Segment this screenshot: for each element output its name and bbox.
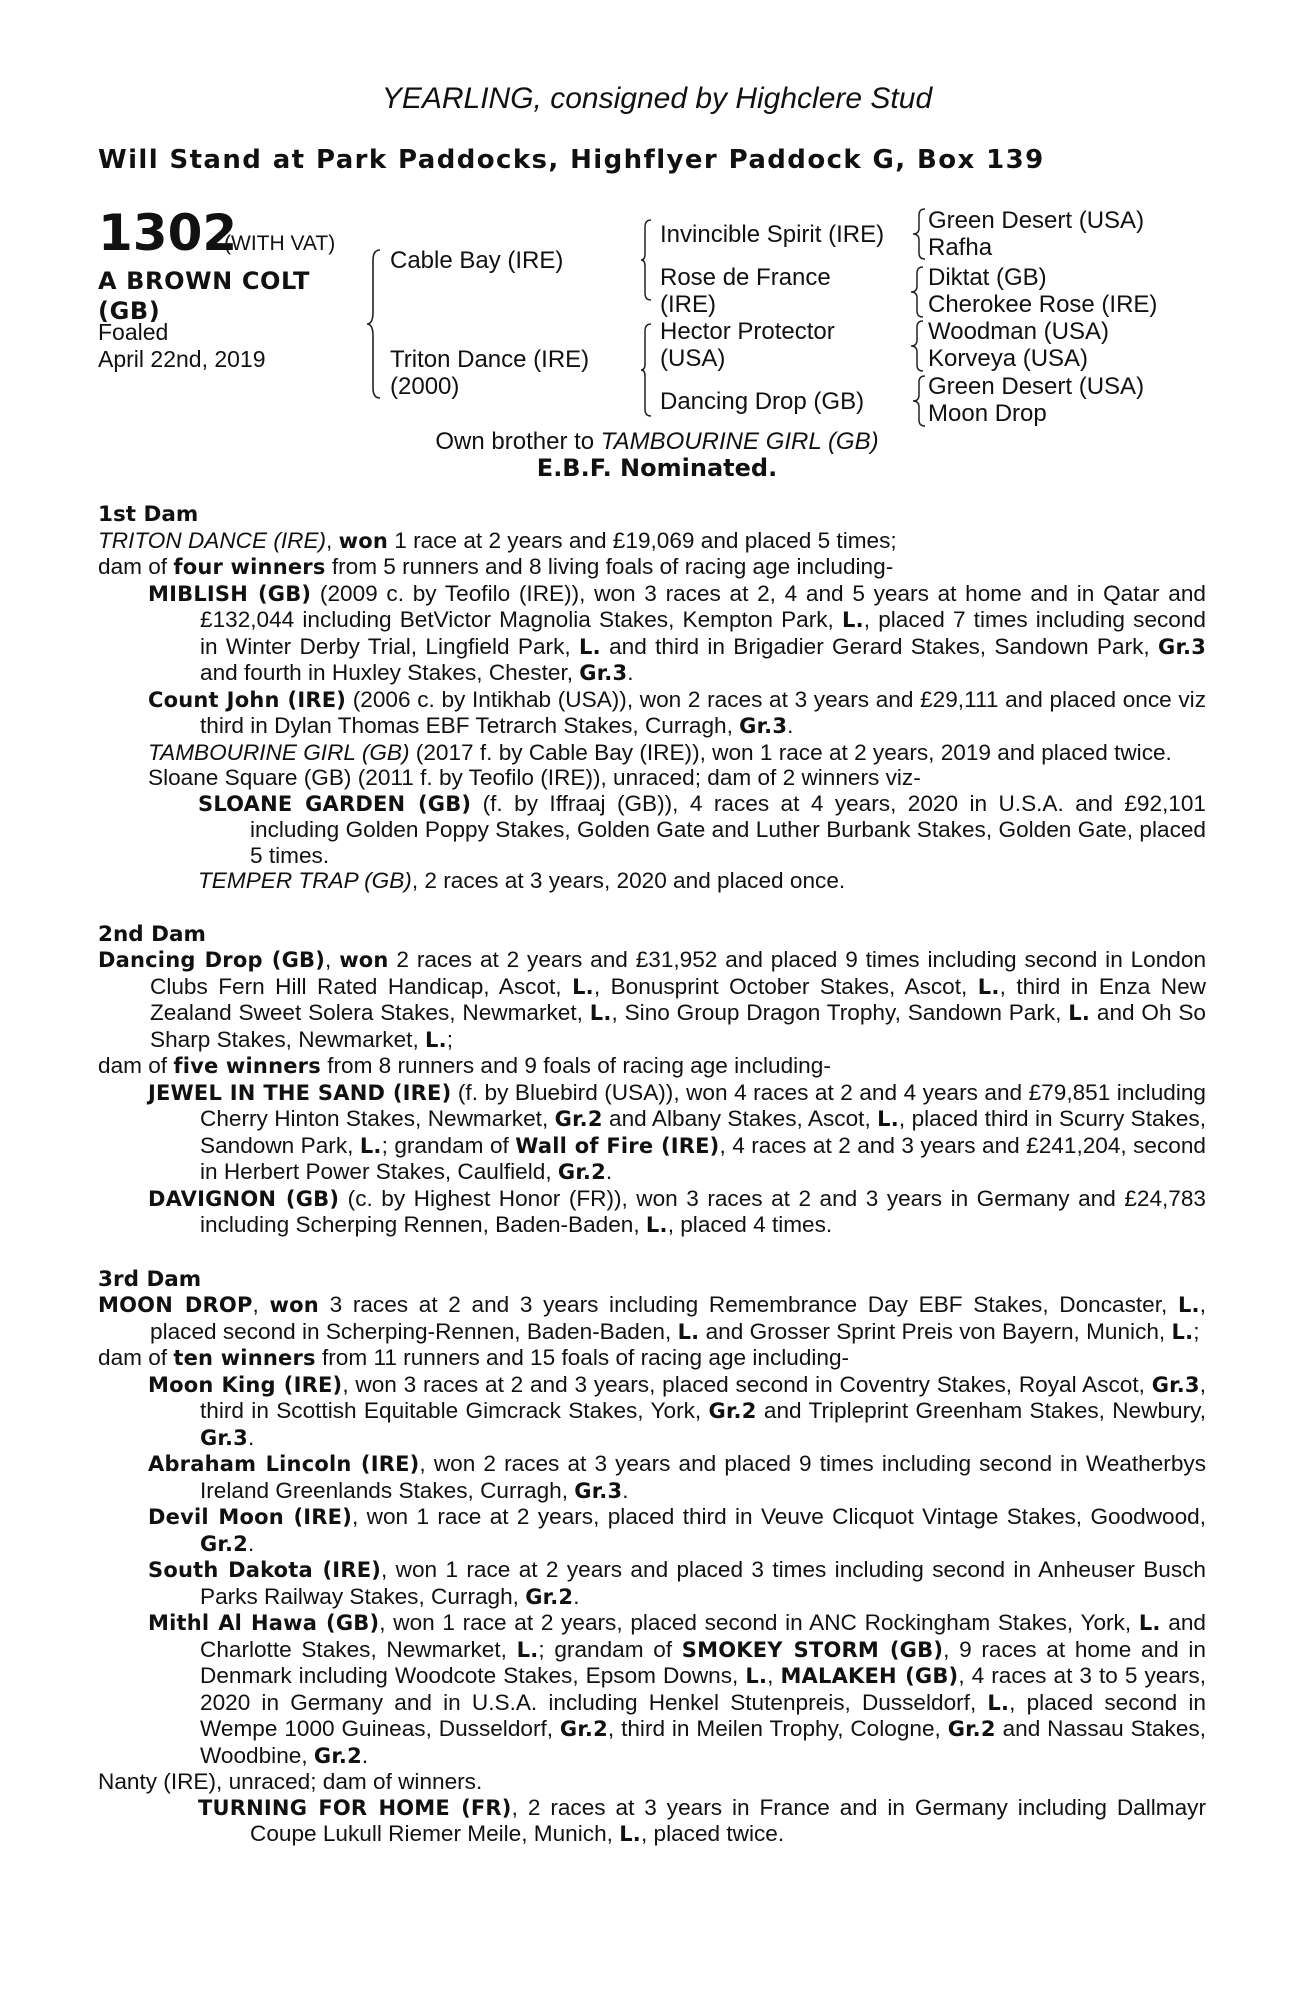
own-brother-name: TAMBOURINE GIRL (GB) [600, 428, 879, 455]
text-run: . [248, 1530, 255, 1556]
foaled-date: April 22nd, 2019 [98, 346, 266, 372]
stand-location: Will Stand at Park Paddocks, Highflyer Paddock G, Box 139 [98, 145, 1045, 175]
horse-description-line2: (GB) [98, 297, 161, 325]
text-run: , 9 races at home and in Denmark including Woodcote Stakes, Epsom Downs, [200, 1636, 1207, 1688]
pedigree-brace-dam-parents [640, 322, 652, 418]
bold-text: Gr.2 [557, 1160, 606, 1184]
bold-text: Count John (IRE) [148, 687, 347, 712]
pedigree-brace-dd [904, 373, 926, 429]
text-run: , won 2 races at 3 years and placed 9 times including second in Weatherbys Ireland Greenlands Stakes, Curragh, [200, 1451, 1206, 1503]
bold-text: Gr.3 [200, 1425, 248, 1450]
record-paragraph [98, 687, 1206, 740]
record-paragraph [98, 1451, 1206, 1504]
bold-text: Moon King (IRE) [148, 1372, 343, 1397]
record-paragraph [98, 1053, 1206, 1080]
text-run: from 8 runners and 9 foals of racing age including- [320, 1053, 831, 1078]
bold-text: four winners [173, 555, 326, 579]
text-run: dam of [98, 554, 174, 579]
bold-text: L. [619, 1822, 641, 1846]
text-run: . [605, 1159, 613, 1184]
text-run: and third in Brigadier Gerard Stakes, Sandown Park, [600, 633, 1159, 659]
text-run: from 5 runners and 8 living foals of racing age including- [325, 554, 894, 579]
text-run: . [787, 713, 794, 738]
bold-text: L. [745, 1664, 768, 1688]
bold-text: L. [578, 634, 601, 659]
record-paragraph [98, 1557, 1206, 1610]
text-run: , placed third in Scurry Stakes, Sandown Park, [200, 1106, 1206, 1158]
text-run: (c. by Highest Honor (FR)), won 3 races at 2 and 3 years in Germany and £24,783 including Scherping Rennen, Baden-Baden, [200, 1185, 1206, 1237]
sire-name: Cable Bay (IRE) [390, 247, 564, 274]
text-run: , 4 races at 2 and 3 years and £241,204, second in Herbert Power Stakes, Caulfield, [200, 1132, 1206, 1184]
bold-text: JEWEL IN THE SAND (IRE) [148, 1080, 452, 1105]
sire-sire: Invincible Spirit (IRE) [660, 221, 885, 248]
bold-text: L. [572, 974, 594, 999]
bold-text: won [339, 948, 389, 972]
bold-text: L. [1068, 1001, 1091, 1025]
bold-text: SLOANE GARDEN (GB) [198, 791, 472, 816]
text-run: Nanty (IRE), unraced; dam of winners. [98, 1769, 483, 1794]
bold-text: won [338, 528, 388, 553]
page-header-title: YEARLING, consigned by Highclere Stud [381, 82, 933, 115]
text-run: , third in Meilen Trophy, Cologne, [607, 1716, 948, 1741]
record-paragraph [98, 554, 1206, 581]
bold-text: Wall of Fire (IRE) [515, 1133, 720, 1158]
text-run: . [627, 660, 634, 685]
bold-text: Gr.3 [739, 714, 788, 738]
bold-text: L. [842, 608, 864, 632]
text-run: ; grandam of [381, 1132, 516, 1158]
record-paragraph [98, 947, 1206, 1053]
ss-sire: Green Desert (USA) [928, 207, 1145, 234]
text-run: and Oh So Sharp Stakes, Newmarket, [150, 1000, 1207, 1052]
text-run: , 2 races at 3 years in France and in Germany including Dallmayr Coupe Lukull Riemer Meile, Munich, [250, 1794, 1206, 1846]
bold-text: L. [677, 1319, 700, 1344]
bold-text: L. [645, 1213, 668, 1237]
foaled-info [98, 319, 266, 373]
pedigree-brace-ds [910, 318, 924, 374]
record-paragraph [98, 1080, 1206, 1186]
text-run: 2 races at 2 years and £31,952 and placed 9 times including second in London Clubs Fern Hill Rated Handicap, Ascot, [150, 947, 1207, 999]
ds-sire: Woodman (USA) [928, 318, 1109, 345]
bold-text: Dancing Drop (GB) [98, 948, 326, 972]
dam-sire-line1: Hector Protector [660, 318, 835, 345]
record-paragraph [98, 1186, 1206, 1239]
text-run: ; [1193, 1318, 1200, 1344]
text-run: and Tripleprint Greenham Stakes, Newbury, [756, 1398, 1206, 1423]
bold-text: L. [987, 1690, 1010, 1715]
record-paragraph [98, 1504, 1206, 1557]
bold-text: Gr.2 [525, 1584, 574, 1609]
text-run: (f. by Iffraaj (GB)), 4 races at 4 years, 2020 in U.S.A. and £92,101 including Golden Poppy Stakes, Golden Gate and Luther Burbank Stakes, Golden Gate, placed 5 times. [250, 790, 1207, 868]
own-brother-prefix: Own brother to [435, 428, 601, 455]
bold-text: L. [589, 1001, 612, 1025]
text-run: 3 races at 2 and 3 years including Remembrance Day EBF Stakes, Doncaster, [318, 1292, 1178, 1317]
bold-text: ten winners [173, 1346, 316, 1370]
text-run: 1 race at 2 years and £19,069 and placed 5 times; [388, 527, 897, 553]
italic-text: TEMPER TRAP (GB) [198, 868, 412, 893]
ebf-nominated: E.B.F. Nominated. [536, 454, 778, 482]
text-run: and Nassau Stakes, Woodbine, [200, 1716, 1206, 1768]
record-paragraph [98, 740, 1206, 766]
bold-text: TURNING FOR HOME (FR) [198, 1795, 512, 1820]
dam-year: (2000) [390, 373, 460, 400]
dd-dam: Moon Drop [928, 400, 1047, 427]
bold-text: SMOKEY STORM (GB) [681, 1637, 944, 1662]
bold-text: Gr.2 [200, 1531, 248, 1556]
text-run: from 11 runners and 15 foals of racing age including- [315, 1345, 850, 1370]
text-run: dam of [98, 1345, 174, 1370]
text-run: , [767, 1663, 781, 1688]
text-run: . [573, 1583, 580, 1609]
text-run: (2017 f. by Cable Bay (IRE)), won 1 race at 2 years, 2019 and placed twice. [409, 739, 1172, 765]
text-run: and Charlotte Stakes, Newmarket, [200, 1610, 1206, 1662]
dam-section [98, 1267, 1206, 1848]
text-run: and Grosser Sprint Preis von Bayern, Munich, [699, 1318, 1172, 1344]
sire-dam-line1: Rose de France [660, 264, 831, 291]
bold-text: L. [516, 1637, 539, 1662]
text-run: , placed 7 times including second in Winter Derby Trial, Lingfield Park, [200, 607, 1207, 659]
record-paragraph [98, 1345, 1206, 1372]
horse-description [98, 266, 310, 326]
text-run: , [326, 527, 339, 553]
bold-text: L. [1138, 1611, 1161, 1635]
section-heading: 2nd Dam [98, 921, 206, 947]
bold-text: L. [977, 974, 1000, 999]
text-run: and fourth in Huxley Stakes, Chester, [200, 660, 580, 685]
produce-record [98, 502, 1206, 1848]
dam-section [98, 502, 1206, 894]
text-run: , won 1 race at 2 years and placed 3 times including second in Anheuser Busch Parks Railway Stakes, Curragh, [200, 1557, 1206, 1609]
section-heading: 1st Dam [98, 502, 199, 527]
text-run: , won 3 races at 2 and 3 years, placed second in Coventry Stakes, Royal Ascot, [342, 1371, 1152, 1397]
record-paragraph [98, 1769, 1206, 1795]
text-run: , 4 races at 3 to 5 years, 2020 in Germany and in U.S.A. including Henkel Stutenpreis, Dusseldorf, [200, 1663, 1206, 1715]
vat-note: (WITH VAT) [224, 232, 336, 255]
bold-text: Gr.2 [559, 1717, 608, 1741]
dd-sire: Green Desert (USA) [928, 373, 1145, 400]
bold-text: Gr.3 [574, 1478, 623, 1503]
dam-dam: Dancing Drop (GB) [660, 388, 865, 415]
record-paragraph [98, 1372, 1206, 1452]
italic-text: TRITON DANCE (IRE) [98, 527, 327, 553]
ds-dam: Korveya (USA) [928, 345, 1089, 372]
bold-text: L. [425, 1027, 447, 1052]
sd-dam: Cherokee Rose (IRE) [928, 291, 1158, 318]
bold-text: MALAKEH (GB) [780, 1664, 959, 1688]
sd-sire: Diktat (GB) [928, 264, 1047, 291]
pedigree-brace-sire-dam [366, 248, 382, 400]
bold-text: DAVIGNON (GB) [148, 1186, 340, 1211]
dam-section [98, 922, 1206, 1239]
text-run: (2009 c. by Teofilo (IRE)), won 3 races at 2, 4 and 5 years at home and in Qatar and £132,044 including BetVictor Magnolia Stakes, Kempton Park, [200, 580, 1206, 632]
bold-text: won [269, 1293, 319, 1317]
sire-dam-line2: (IRE) [660, 291, 716, 318]
section-heading: 3rd Dam [98, 1266, 202, 1292]
record-paragraph [98, 528, 1206, 555]
text-run: and Albany Stakes, Ascot, [602, 1106, 878, 1131]
text-run: , placed twice. [640, 1821, 785, 1846]
record-paragraph [98, 868, 1206, 894]
bold-text: L. [359, 1133, 382, 1158]
horse-description-line1: A BROWN COLT [98, 267, 310, 295]
bold-text: L. [1177, 1293, 1200, 1317]
text-run: , third in Enza New Zealand Sweet Solera Stakes, Newmarket, [150, 973, 1207, 1025]
bold-text: Mithl Al Hawa (GB) [148, 1611, 380, 1635]
text-run: Sloane Square (GB) (2011 f. by Teofilo (IRE)), unraced; dam of 2 winners viz- [148, 765, 921, 790]
text-run: , Sino Group Dragon Trophy, Sandown Park, [611, 1000, 1069, 1025]
italic-text: TAMBOURINE GIRL (GB) [148, 739, 410, 765]
foaled-label: Foaled [98, 319, 169, 345]
bold-text: Abraham Lincoln (IRE) [148, 1452, 420, 1476]
text-run: , placed second in Wempe 1000 Guineas, Dusseldorf, [200, 1689, 1206, 1741]
text-run: , placed 4 times. [667, 1212, 833, 1237]
bold-text: Gr.3 [1151, 1372, 1200, 1397]
record-paragraph [98, 1610, 1206, 1769]
text-run: ; grandam of [538, 1636, 682, 1662]
bold-text: Gr.2 [313, 1743, 362, 1768]
bold-text: Gr.2 [708, 1399, 757, 1423]
pedigree-brace-sd [910, 264, 924, 320]
text-run: . [248, 1424, 255, 1450]
text-run: ; [446, 1026, 454, 1052]
text-run: dam of [98, 1053, 174, 1078]
bold-text: Devil Moon (IRE) [148, 1505, 352, 1529]
text-run: . [622, 1477, 629, 1503]
ss-dam: Rafha [928, 234, 993, 261]
bold-text: South Dakota (IRE) [148, 1558, 382, 1582]
bold-text: Gr.3 [1158, 634, 1207, 659]
text-run: , [252, 1292, 270, 1317]
dam-sire-line2: (USA) [660, 345, 726, 372]
bold-text: MOON DROP [98, 1293, 253, 1317]
record-paragraph [98, 1795, 1206, 1848]
bold-text: MIBLISH (GB) [148, 581, 312, 606]
text-run: , won 1 race at 2 years, placed second in ANC Rockingham Stakes, York, [379, 1610, 1139, 1635]
text-run: (2006 c. by Intikhab (USA)), won 2 races at 3 years and £29,111 and placed once viz third in Dylan Thomas EBF Tetrarch Stakes, Curragh, [200, 686, 1206, 738]
text-run: , Bonusprint October Stakes, Ascot, [593, 973, 978, 999]
bold-text: five winners [173, 1054, 321, 1078]
bold-text: L. [1171, 1319, 1194, 1344]
text-run: , 2 races at 3 years, 2020 and placed once. [411, 868, 846, 893]
text-run: (f. by Bluebird (USA)), won 4 races at 2 and 4 years and £79,851 including Cherry Hinton Stakes, Newmarket, [200, 1079, 1206, 1131]
pedigree-brace-sire-parents [640, 218, 652, 302]
bold-text: Gr.2 [947, 1717, 996, 1741]
record-paragraph [98, 765, 1206, 791]
record-paragraph [98, 791, 1206, 869]
dam-name: Triton Dance (IRE) [390, 346, 590, 373]
record-paragraph [98, 581, 1206, 687]
pedigree-brace-ss [904, 206, 926, 262]
bold-text: Gr.2 [554, 1107, 603, 1131]
text-run: , placed second in Scherping-Rennen, Baden-Baden, [150, 1292, 1207, 1344]
own-brother-note [0, 428, 1314, 456]
lot-number: 1302 [98, 204, 238, 262]
bold-text: Gr.3 [579, 661, 628, 685]
record-paragraph [98, 1292, 1206, 1345]
text-run: , third in Scottish Equitable Gimcrack Stakes, York, [200, 1371, 1206, 1423]
text-run: . [361, 1742, 369, 1768]
bold-text: L. [877, 1107, 899, 1131]
text-run: , won 1 race at 2 years, placed third in Veuve Clicquot Vintage Stakes, Goodwood, [352, 1504, 1207, 1529]
text-run: , [325, 947, 340, 972]
